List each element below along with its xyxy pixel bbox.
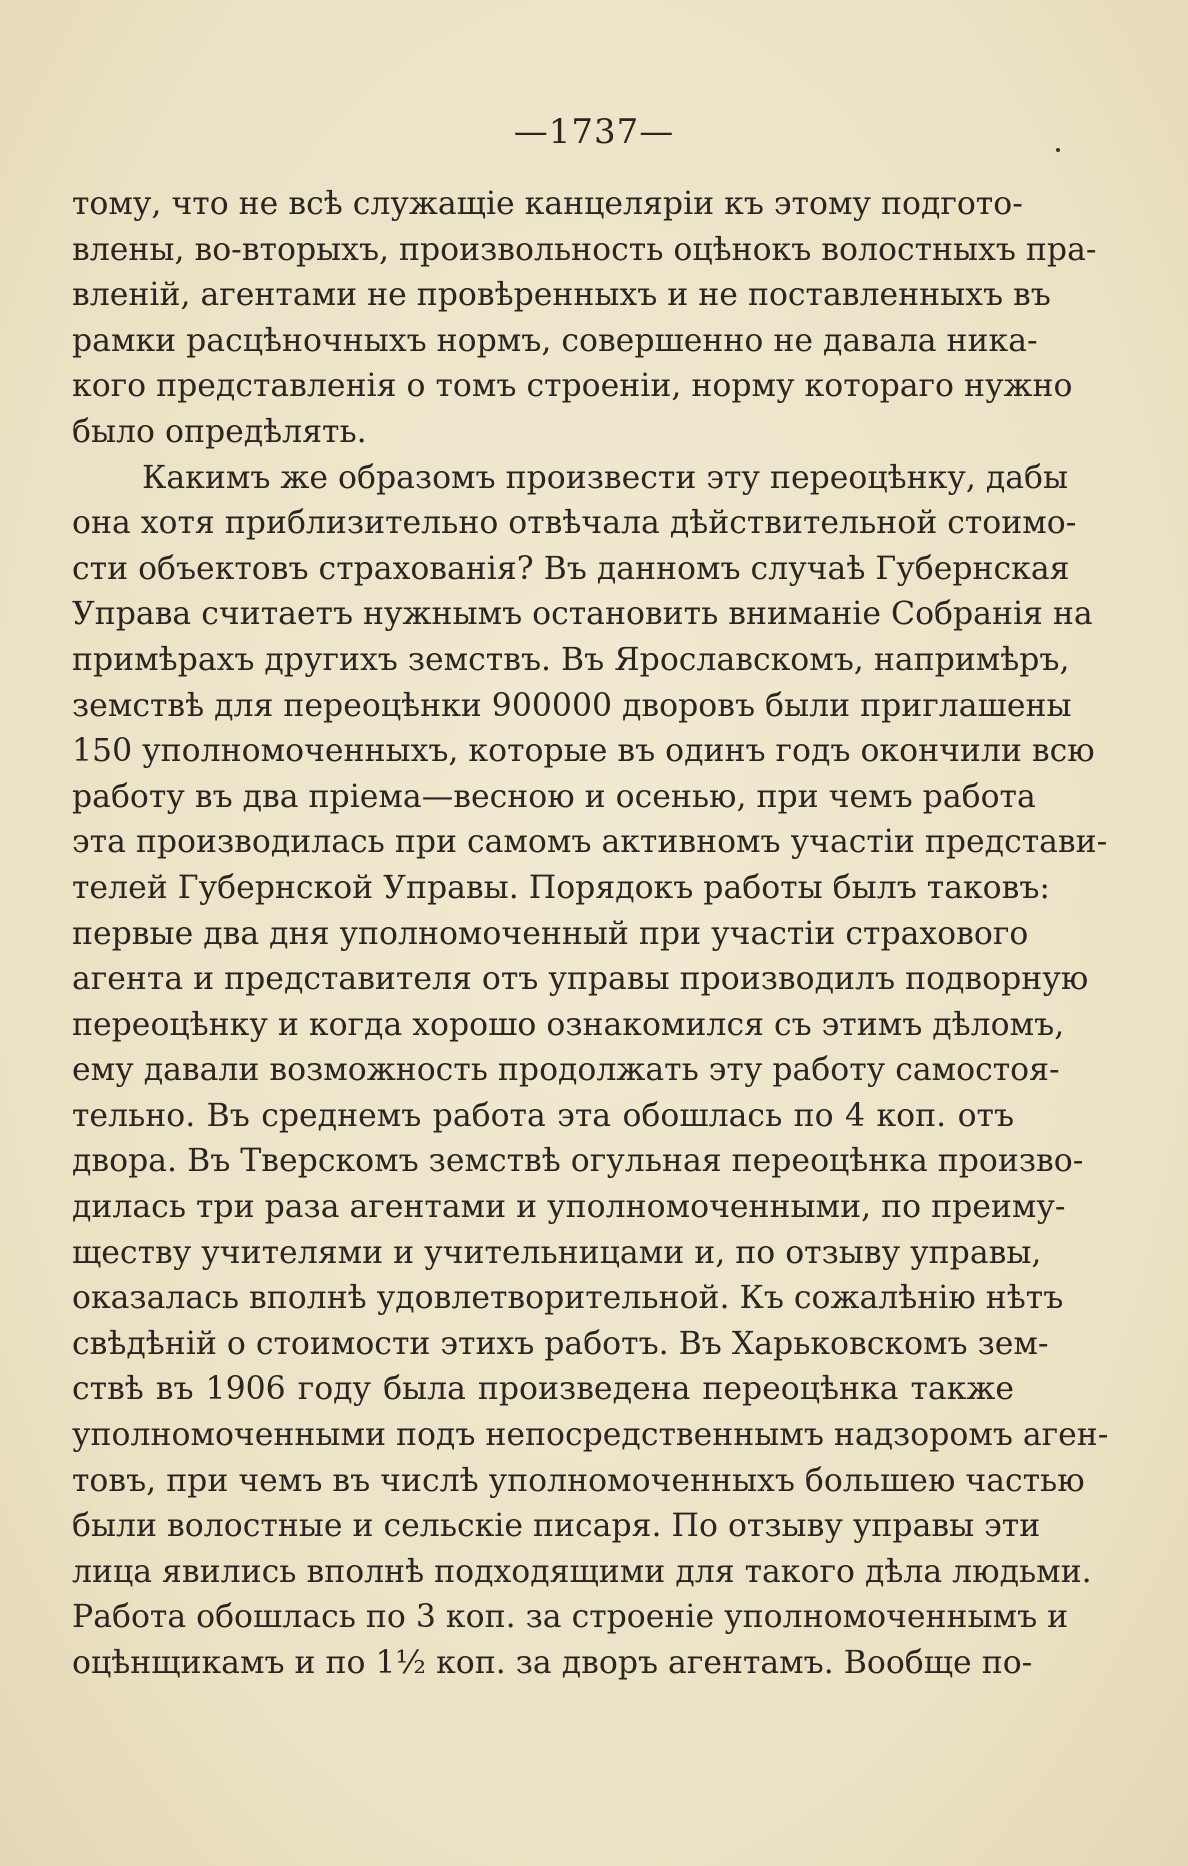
- text-line: 150 уполномоченныхъ, которые въ одинъ годъ окончили всю: [72, 733, 1095, 770]
- body-text: [72, 182, 1109, 1687]
- text-line: тельно. Въ среднемъ работа эта обошлась по 4 коп. отъ: [72, 1097, 1014, 1134]
- text-line: оцѣнщикамъ и по 1½ коп. за дворъ агентамъ. Вообще по-: [72, 1645, 1033, 1681]
- text-line: сти объектовъ страхованія? Въ данномъ случаѣ Губернская: [72, 550, 1070, 587]
- text-line: было опредѣлять.: [72, 413, 367, 450]
- paragraph-start-line: Какимъ же образомъ произвести эту переоцѣнку, дабы: [142, 459, 1069, 496]
- text-line: рамки расцѣночныхъ нормъ, совершенно не давала ника-: [72, 322, 1038, 359]
- text-line: эта производилась при самомъ активномъ участіи представи-: [72, 824, 1108, 861]
- text-line: Управа считаетъ нужнымъ остановить вниманіе Собранія на: [72, 596, 1093, 633]
- text-line: свѣдѣній о стоимости этихъ работъ. Въ Харьковскомъ зем-: [72, 1325, 1049, 1362]
- text-line: кого представленія о томъ строеніи, норму котораго нужно: [72, 368, 1073, 405]
- text-line: работу въ два пріема—весною и осенью, при чемъ работа: [72, 778, 1036, 815]
- text-line: примѣрахъ другихъ земствъ. Въ Ярославскомъ, напримѣръ,: [72, 641, 1070, 678]
- page-number: —1737—: [513, 112, 675, 152]
- text-line: тому, что не всѣ служащіе канцеляріи къ этому подгото-: [72, 186, 1023, 222]
- text-line: Работа обошлась по 3 коп. за строеніе уполномоченнымъ и: [72, 1599, 1069, 1636]
- text-line: оказалась вполнѣ удовлетворительной. Къ сожалѣнію нѣтъ: [72, 1280, 1064, 1317]
- text-line: земствѣ для переоцѣнки 900000 дворовъ были приглашены: [72, 687, 1072, 724]
- text-line: ществу учителями и учительницами и, по отзыву управы,: [72, 1234, 1042, 1271]
- text-line: телей Губернской Управы. Порядокъ работы былъ таковъ:: [72, 869, 1051, 906]
- text-line: товъ, при чемъ въ числѣ уполномоченныхъ большею частью: [72, 1462, 1085, 1499]
- text-line: ствѣ въ 1906 году была произведена переоцѣнка также: [72, 1371, 1014, 1408]
- text-line: она хотя приблизительно отвѣчала дѣйствительной стоимо-: [72, 505, 1077, 542]
- text-line: ему давали возможность продолжать эту работу самостоя-: [72, 1052, 1060, 1089]
- text-line: были волостные и сельскіе писаря. По отзыву управы эти: [72, 1508, 1041, 1545]
- text-line: переоцѣнку и когда хорошо ознакомился съ этимъ дѣломъ,: [72, 1006, 1065, 1043]
- text-line: уполномоченными подъ непосредственнымъ надзоромъ аген-: [72, 1417, 1109, 1454]
- text-line: первые два дня уполномоченный при участіи страхового: [72, 915, 1029, 952]
- text-line: вленій, агентами не провѣренныхъ и не поставленныхъ въ: [72, 277, 1051, 314]
- text-line: агента и представителя отъ управы производилъ подворную: [72, 961, 1089, 998]
- ink-speck: [1056, 148, 1060, 152]
- text-line: дилась три раза агентами и уполномоченными, по преиму-: [72, 1189, 1066, 1226]
- text-line: двора. Въ Тверскомъ земствѣ огульная переоцѣнка произво-: [72, 1143, 1084, 1180]
- text-line: лица явились вполнѣ подходящими для такого дѣла людьми.: [72, 1553, 1092, 1590]
- text-line: влены, во-вторыхъ, произвольность оцѣнокъ волостныхъ пра-: [72, 231, 1097, 268]
